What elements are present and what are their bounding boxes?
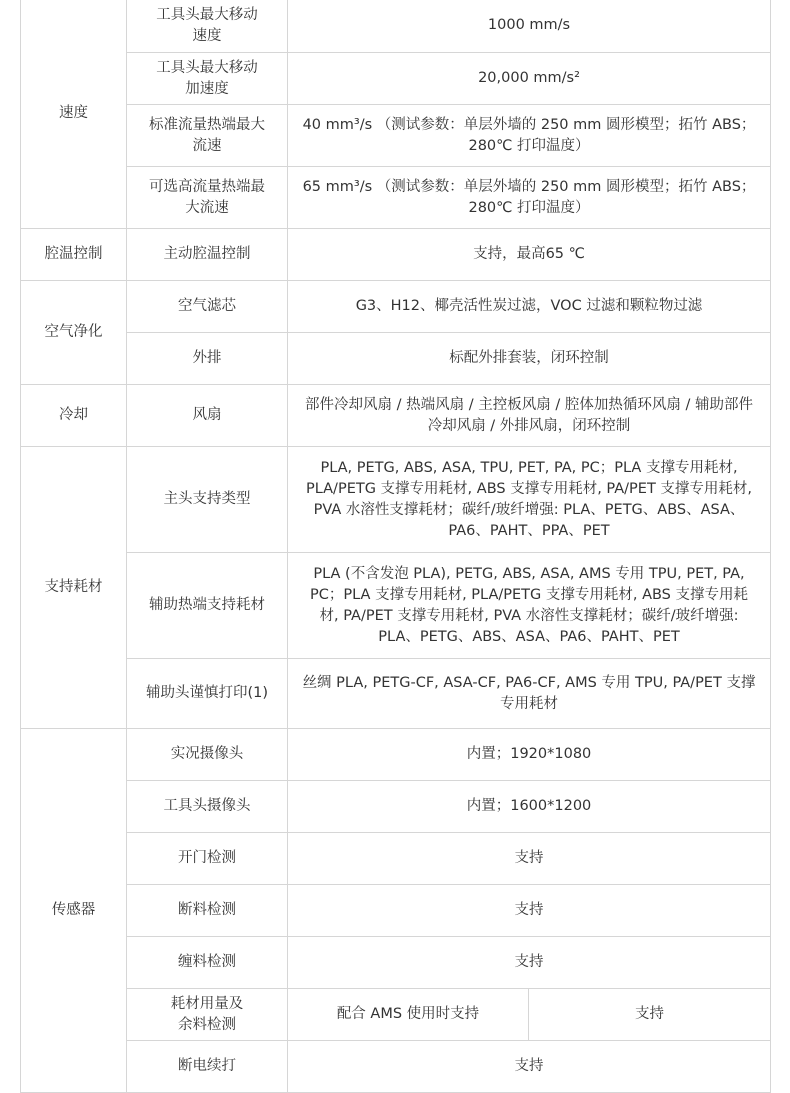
row-value: 内置；1920*1080 <box>288 729 771 781</box>
row-label: 可选高流量热端最 大流速 <box>127 167 288 229</box>
row-value: 部件冷却风扇 / 热端风扇 / 主控板风扇 / 腔体加热循环风扇 / 辅助部件冷却风扇 / 外排风扇，闭环控制 <box>288 385 771 447</box>
table-row <box>21 781 771 833</box>
row-label: 外排 <box>127 333 288 385</box>
row-label: 空气滤芯 <box>127 281 288 333</box>
row-value: PLA, PETG, ABS, ASA, TPU, PET, PA, PC；PLA 支撑专用耗材, PLA/PETG 支撑专用耗材, ABS 支撑专用耗材, PA/PET 支撑专用耗材, PVA 水溶性支撑耗材；碳纤/玻纤增强: PLA、PETG、ABS、ASA、PA6、PAHT、PPA、PET <box>288 447 771 553</box>
row-value-secondary: 支持 <box>529 989 771 1041</box>
row-label: 主头支持类型 <box>127 447 288 553</box>
row-value: PLA (不含发泡 PLA), PETG, ABS, ASA, AMS 专用 TPU, PET, PA, PC；PLA 支撑专用耗材, PLA/PETG 支撑专用耗材, ABS 支撑专用耗材, PA/PET 支撑专用耗材, PVA 水溶性支撑耗材；碳纤/玻纤增强: PLA、PETG、ABS、ASA、PA6、PAHT、PET <box>288 553 771 659</box>
row-label: 辅助头谨慎打印(1) <box>127 659 288 729</box>
table-row <box>21 53 771 105</box>
category-cooling: 冷却 <box>21 385 127 447</box>
table-row <box>21 659 771 729</box>
table-row <box>21 385 771 447</box>
spec-table <box>20 0 771 1093</box>
table-row <box>21 1041 771 1093</box>
row-value: 20,000 mm/s² <box>288 53 771 105</box>
row-value: 1000 mm/s <box>288 0 771 53</box>
table-row <box>21 0 771 53</box>
table-row <box>21 833 771 885</box>
row-value: 40 mm³/s （测试参数：单层外墙的 250 mm 圆形模型；拓竹 ABS；280℃ 打印温度） <box>288 105 771 167</box>
category-filaments: 支持耗材 <box>21 447 127 729</box>
row-label: 工具头摄像头 <box>127 781 288 833</box>
table-row <box>21 333 771 385</box>
table-row <box>21 729 771 781</box>
row-label: 标准流量热端最大 流速 <box>127 105 288 167</box>
table-row <box>21 281 771 333</box>
category-speed: 速度 <box>21 0 127 229</box>
row-label: 主动腔温控制 <box>127 229 288 281</box>
row-value: 丝绸 PLA, PETG-CF, ASA-CF, PA6-CF, AMS 专用 TPU, PA/PET 支撑专用耗材 <box>288 659 771 729</box>
row-value: 支持 <box>288 937 771 989</box>
table-row <box>21 167 771 229</box>
table-row <box>21 937 771 989</box>
row-label: 耗材用量及 余料检测 <box>127 989 288 1041</box>
row-label: 风扇 <box>127 385 288 447</box>
row-label: 开门检测 <box>127 833 288 885</box>
row-value: 标配外排套装，闭环控制 <box>288 333 771 385</box>
table-row <box>21 447 771 553</box>
row-label: 实况摄像头 <box>127 729 288 781</box>
row-value: 支持 <box>288 1041 771 1093</box>
row-value: 配合 AMS 使用时支持 <box>288 989 529 1041</box>
category-air-purification: 空气净化 <box>21 281 127 385</box>
category-chamber-temp: 腔温控制 <box>21 229 127 281</box>
row-label: 辅助热端支持耗材 <box>127 553 288 659</box>
table-row <box>21 885 771 937</box>
row-value: 65 mm³/s （测试参数：单层外墙的 250 mm 圆形模型；拓竹 ABS；280℃ 打印温度） <box>288 167 771 229</box>
row-label: 工具头最大移动 速度 <box>127 0 288 53</box>
table-row <box>21 105 771 167</box>
table-row <box>21 229 771 281</box>
row-value: 内置；1600*1200 <box>288 781 771 833</box>
row-value: 支持 <box>288 885 771 937</box>
table-row <box>21 989 771 1041</box>
row-value: 支持，最高65 ℃ <box>288 229 771 281</box>
row-label: 断电续打 <box>127 1041 288 1093</box>
category-sensors: 传感器 <box>21 729 127 1093</box>
table-row <box>21 553 771 659</box>
row-label: 缠料检测 <box>127 937 288 989</box>
row-value: G3、H12、椰壳活性炭过滤，VOC 过滤和颗粒物过滤 <box>288 281 771 333</box>
row-label: 断料检测 <box>127 885 288 937</box>
row-label: 工具头最大移动 加速度 <box>127 53 288 105</box>
row-value: 支持 <box>288 833 771 885</box>
